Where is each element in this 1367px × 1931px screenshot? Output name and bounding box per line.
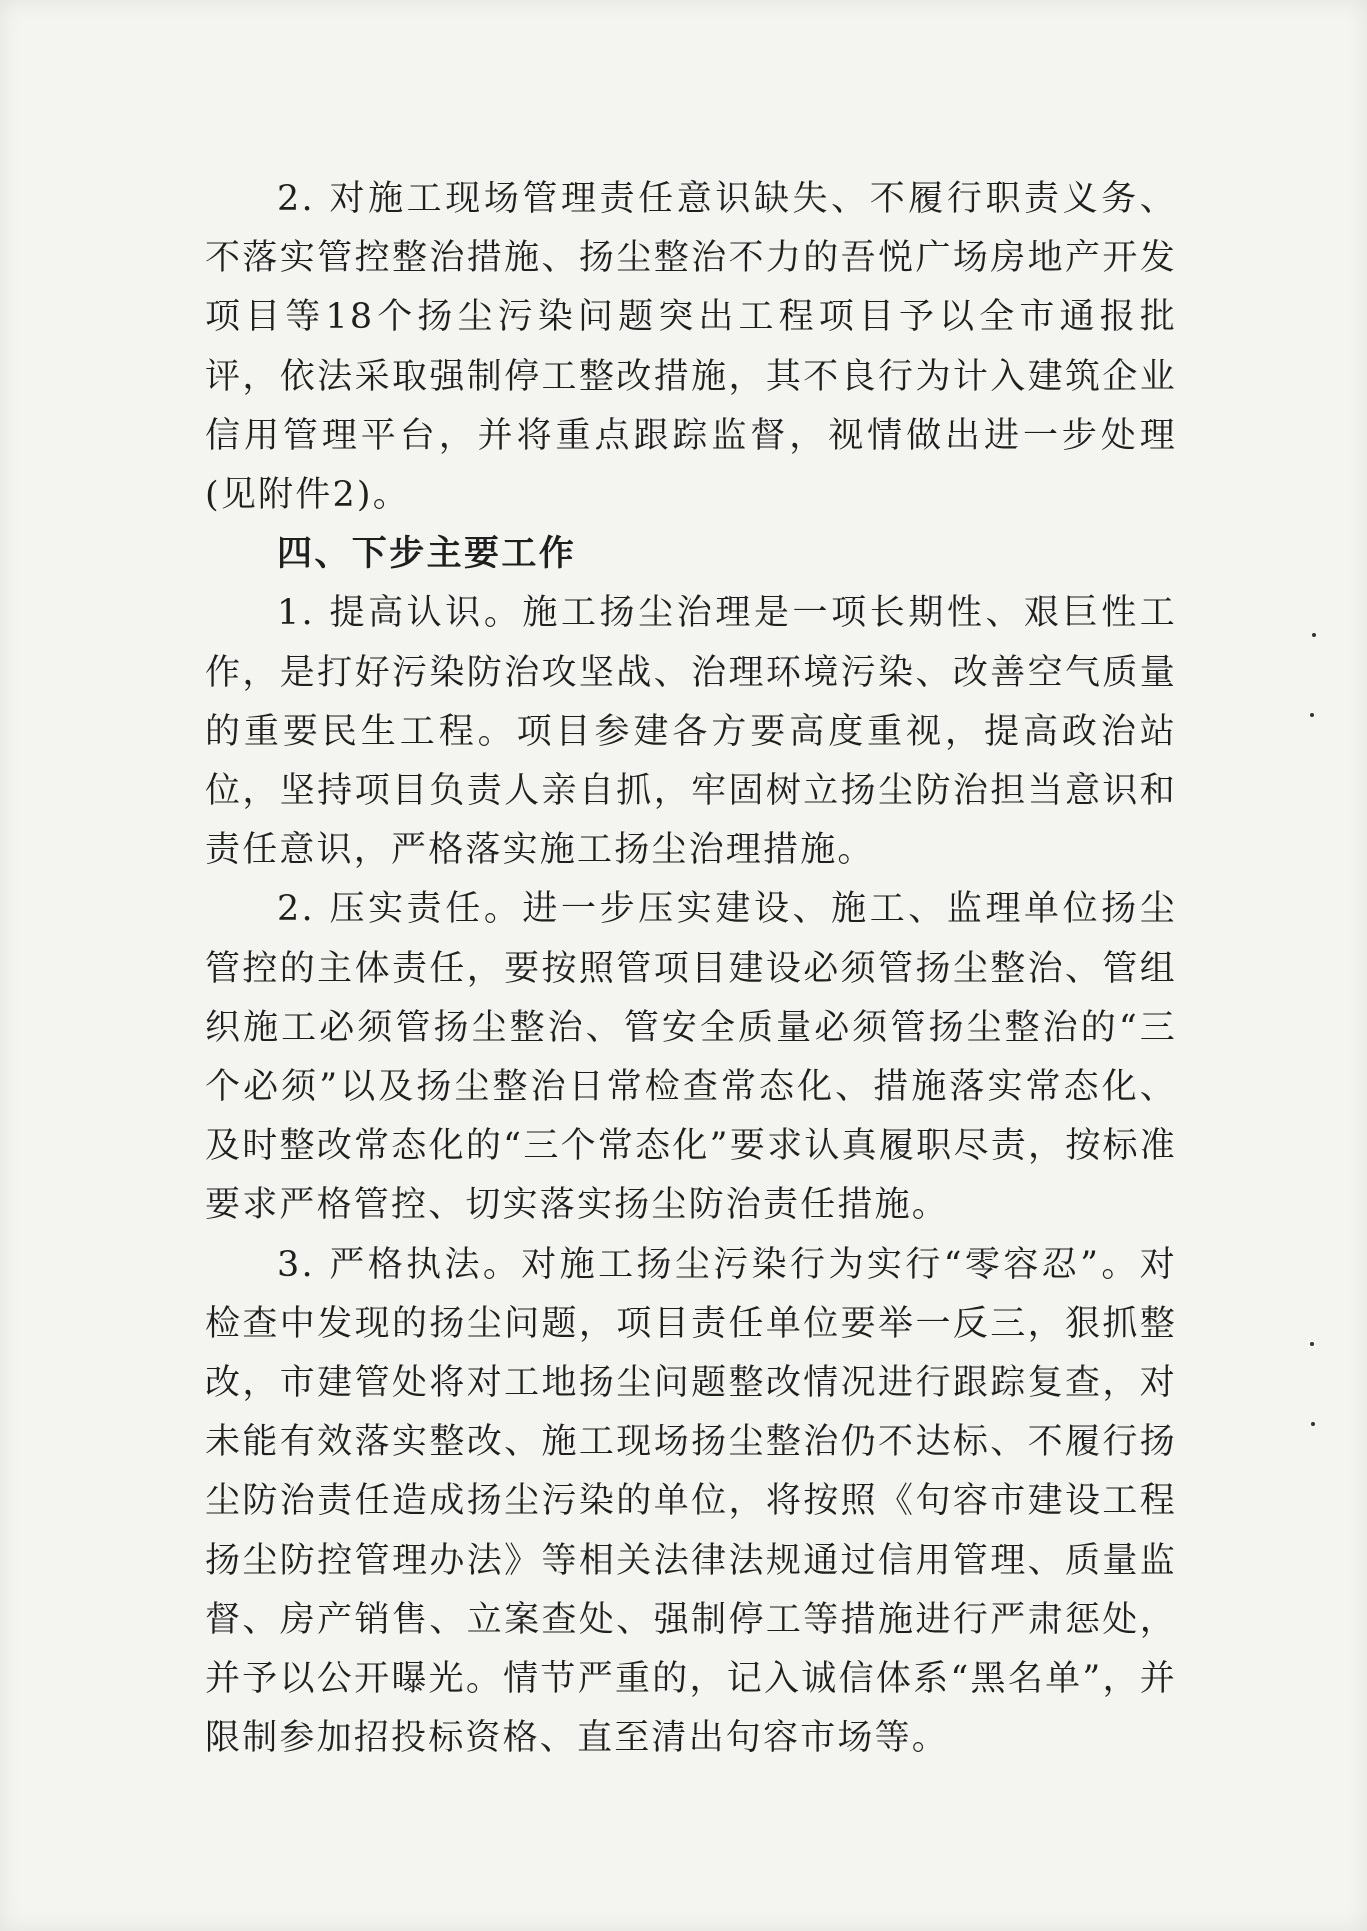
scan-dot-4 xyxy=(1311,1422,1315,1426)
paragraph-compact-responsibility: 2. 压实责任。进一步压实建设、施工、监理单位扬尘管控的主体责任，要按照管项目建设必须管扬尘整治、管组织施工必须管扬尘整治、管安全质量必须管扬尘整治的“三个必须”以及扬尘整治日常检查常态化、措施落实常态化、及时整改常态化的“三个常态化”要求认真履职尽责，按标准要求严格管控、切实落实扬尘防治责任措施。 xyxy=(205,889,1177,1226)
document-body xyxy=(205,170,1177,1768)
scan-dot-1 xyxy=(1312,633,1316,637)
scan-dot-3 xyxy=(1310,1342,1314,1346)
scan-dot-2 xyxy=(1310,713,1314,717)
paragraph-strict-enforcement: 3. 严格执法。对施工扬尘污染行为实行“零容忍”。对检查中发现的扬尘问题，项目责任单位要举一反三，狠抓整改，市建管处将对工地扬尘问题整改情况进行跟踪复查，对未能有效落实整改、施工现场扬尘整治仍不达标、不履行扬尘防治责任造成扬尘污染的单位，将按照《句容市建设工程扬尘防控管理办法》等相关法律法规通过信用管理、质量监督、房产销售、立案查处、强制停工等措施进行严肃惩处，并予以公开曝光。情节严重的，记入诚信体系“黑名单”，并限制参加招投标资格、直至清出句容市场等。 xyxy=(205,1244,1177,1759)
section-heading-next-steps: 四、下步主要工作 xyxy=(277,534,577,575)
paragraph-raise-awareness: 1. 提高认识。施工扬尘治理是一项长期性、艰巨性工作，是打好污染防治攻坚战、治理环境污染、改善空气质量的重要民生工程。项目参建各方要高度重视，提高政治站位，坚持项目负责人亲自抓，牢固树立扬尘防治担当意识和责任意识，严格落实施工扬尘治理措施。 xyxy=(205,593,1177,871)
paragraph-item-2-criticism: 2. 对施工现场管理责任意识缺失、不履行职责义务、不落实管控整治措施、扬尘整治不力的吾悦广场房地产开发项目等18个扬尘污染问题突出工程项目予以全市通报批评，依法采取强制停工整改措施，其不良行为计入建筑企业信用管理平台，并将重点跟踪监督，视情做出进一步处理(见附件2)。 xyxy=(205,179,1177,516)
